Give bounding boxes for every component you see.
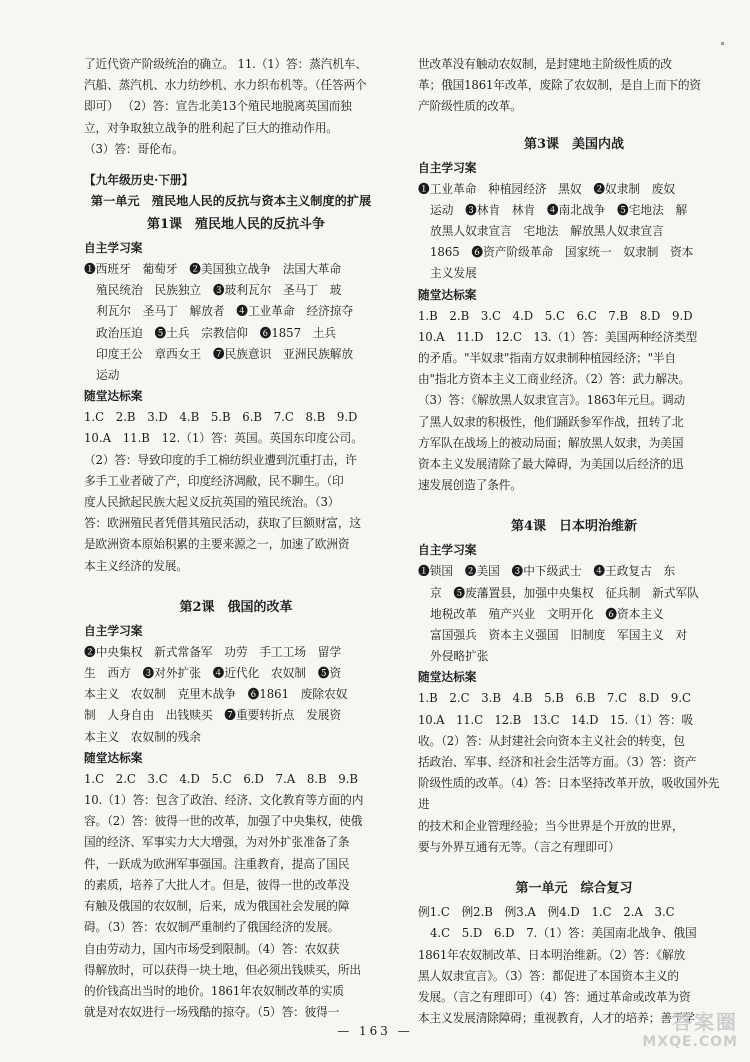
text-line: 10.A 11.B 12.（1）答：英国。英国东印度公司。 — [84, 431, 363, 446]
text-line: 10.A 11.C 12.B 13.C 14.D 15.（1）答：吸 — [418, 712, 694, 727]
text-line: （2）答：导致印度的手工棉纺织业遭到沉重打击，许 — [84, 452, 357, 467]
text-line: 容。（2）答：彼得一世的改革，加强了中央集权，使俄 — [84, 814, 363, 829]
section-title-classroom: 随堂达标案 — [418, 287, 477, 302]
text-line: （3）答：《解放黑人奴隶宣言》。1863年元旦。调动 — [418, 393, 686, 408]
lesson-2 — [84, 595, 388, 1023]
text-line: 印度王公 章西女王 ❼民族意识 亚洲民族解放 — [96, 346, 354, 361]
text-line: 京 ❺废藩置县，加强中央集权 征兵制 新式军队 — [430, 585, 699, 600]
text-line: 方军队在战场上的被动局面；解放黑人奴隶，为美国 — [418, 435, 684, 450]
text-line: ❷中央集权 新式常备军 功劳 手工工场 留学 — [84, 644, 342, 659]
text-line: 1.B 2.C 3.B 4.B 5.B 6.B 7.C 8.D 9.C — [418, 691, 692, 706]
section-title-self-study: 自主学习案 — [84, 623, 143, 638]
text-line: 的技术和企业管理经验；当今世界是个开放的世界， — [418, 818, 684, 833]
text-line: 富国强兵 资本主义强国 旧制度 军国主义 对 — [430, 628, 688, 643]
text-line: 本主义 农奴制的残余 — [84, 729, 201, 744]
text-line: 4.C 5.D 6.D 7.（1）答：美国南北战争、俄国 — [430, 926, 697, 941]
text-line: 自由劳动力，国内市场受到限制。（4）答：农奴获 — [84, 941, 340, 956]
corner-mark — [721, 42, 724, 45]
text-line: 速发展创造了条件。 — [418, 478, 522, 493]
text-line: 碍。（3）答：农奴制严重制约了俄国经济的发展。 — [84, 920, 340, 935]
text-line: 就是对农奴进行一场残酷的掠夺。（5）答：彼得一 — [84, 1005, 340, 1020]
text-line: 得解放时，可以获得一块土地，但必须出钱赎买，所出 — [84, 962, 361, 977]
text-line: 件，一跃成为欧洲军事强国。注重教育，提高了国民 — [84, 856, 350, 871]
text-line: 立，对争取独立战争的胜利起了巨大的推动作用。 — [84, 120, 338, 135]
text-line: 阶级性质的改革。（4）答：日本坚持改革开放，吸收国外先进 — [418, 776, 720, 812]
text-line: 10.（1）答：包含了政治、经济、文化教育等方面的内 — [84, 793, 364, 808]
section-title-self-study: 自主学习案 — [418, 160, 477, 175]
text-line: ❶锁国 ❷美国 ❸中下级武士 ❹王政复古 东 — [418, 564, 676, 579]
text-line: ❶西班牙 葡萄牙 ❷美国独立战争 法国大革命 — [84, 262, 342, 277]
lesson-3 — [418, 132, 730, 497]
right-column — [418, 54, 730, 1029]
text-line: 殖民统治 民族独立 ❸玻利瓦尔 圣马丁 玻 — [96, 283, 342, 298]
lesson-1 — [84, 212, 388, 577]
lesson-title: 第1课 殖民地人民的反抗斗争 — [146, 217, 326, 233]
section-title-self-study: 自主学习案 — [418, 543, 477, 558]
page-number: — 163 — — [337, 1024, 413, 1038]
text-line: 了黑人奴隶的积极性，他们踊跃参军作战，扭转了北 — [418, 414, 684, 429]
text-line: 例1.C 例2.B 例3.A 例4.D 1.C 2.A 3.C — [418, 905, 675, 920]
text-line: 即可） （2）答：宣告北美13个殖民地脱离英国而独 — [84, 99, 352, 114]
text-line: 收。（2）答：从封建社会向资本主义社会的转变，包 — [418, 733, 685, 748]
text-line: （3）答：哥伦布。 — [84, 141, 184, 156]
grade-heading: 【九年级历史·下册】 — [84, 173, 194, 188]
text-line: 主义发展 — [430, 266, 477, 281]
left-column — [84, 54, 388, 1023]
text-line: ❶工业革命 种植园经济 黑奴 ❷奴隶制 废奴 — [418, 181, 676, 196]
unit-heading: 第一单元 殖民地人民的反抗与资本主义制度的扩展 — [90, 194, 372, 209]
intro-block — [418, 54, 730, 118]
text-line: 1865 ❻资产阶级革命 国家统一 奴隶制 资本 — [430, 245, 694, 260]
text-line: 放黑人奴隶宣言 宅地法 解放黑人奴隶宣言 — [430, 224, 664, 239]
text-line: 地税改革 殖产兴业 文明开化 ❻资本主义 — [430, 606, 664, 621]
text-line: 运动 ❸林肯 林肯 ❹南北战争 ❺宅地法 解 — [430, 202, 688, 217]
lesson-title: 第3课 美国内战 — [523, 136, 625, 152]
text-line: 有触及俄国的农奴制，后来，成为俄国社会发展的障 — [84, 899, 350, 914]
text-line: 答：欧洲殖民者凭借其殖民活动，获取了巨额财富，这 — [84, 516, 361, 531]
text-line: 汽船、蒸汽机、水力纺纱机、水力织布机等。（任答两个 — [84, 78, 367, 93]
lesson-title: 第4课 日本明治维新 — [510, 519, 638, 535]
text-line: 革；俄国1861年改革，废除了农奴制，是自上而下的资 — [418, 78, 701, 93]
text-line: 括政治、军事、经济和社会生活等方面。（3）答：资产 — [418, 755, 697, 770]
text-line: 多手工业者破了产，印度经济凋敝，民不聊生。（印 — [84, 473, 344, 488]
lesson-4 — [418, 514, 730, 858]
text-line: 度人民掀起民族大起义反抗英国的殖民统治。（3） — [84, 495, 340, 510]
text-line: 本主义经济的发展。 — [84, 558, 188, 573]
watermark-url: MXQE.COM — [642, 1034, 738, 1050]
text-line: 是欧洲资本原始积累的主要来源之一，加速了欧洲资 — [84, 537, 350, 552]
text-line: 10.A 11.D 12.C 13.（1）答：美国两种经济类型 — [418, 329, 698, 344]
text-line: 的素质，培养了大批人才。但是，彼得一世的改革没 — [84, 877, 350, 892]
intro-block — [84, 54, 388, 160]
watermark-text: 答案圈 — [672, 1010, 738, 1034]
text-line: 国的经济、军事实力大大增强，为对外扩张准备了条 — [84, 835, 350, 850]
section-title-classroom: 随堂达标案 — [418, 670, 477, 685]
text-line: 制 人身自由 出钱赎买 ❼重要转折点 发展资 — [84, 708, 342, 723]
section-title-classroom: 随堂达标案 — [84, 750, 143, 765]
text-line: 本主义发展清除障碍；重视教育，人才的培养；善于学 — [418, 1011, 695, 1026]
text-line: 的矛盾。"半奴隶"指南方奴隶制种植园经济；"半自 — [418, 351, 676, 366]
text-line: 要与外界互通有无等。（言之有理即可） — [418, 839, 620, 854]
text-line: 发展。（言之有理即可）（4）答：通过革命或改革为资 — [418, 989, 691, 1004]
text-line: 1.C 2.C 3.C 4.D 5.C 6.D 7.A 8.B 9.B — [84, 771, 358, 786]
text-line: 利瓦尔 圣马丁 解放者 ❹工业革命 经济掠夺 — [96, 304, 354, 319]
text-line: 1.B 2.B 3.C 4.D 5.C 6.C 7.B 8.D 9.D — [418, 308, 693, 323]
text-line: 资本主义发展清除了最大障碍，为美国以后经济的迅 — [418, 457, 684, 472]
text-line: 黑人奴隶宣言》。（3）答：都促进了本国资本主义的 — [418, 968, 679, 983]
text-line: 运动 — [96, 368, 120, 383]
text-line: 了近代资产阶级统治的确立。 11.（1）答：蒸汽机车、 — [84, 57, 367, 71]
text-line: 政治压迫 ❺土兵 宗教信仰 ❻1857 土兵 — [96, 325, 337, 340]
section-title-classroom: 随堂达标案 — [84, 389, 143, 404]
review-title: 第一单元 综合复习 — [515, 881, 633, 897]
text-line: 产阶级性质的改革。 — [418, 99, 522, 114]
section-title-self-study: 自主学习案 — [84, 241, 143, 256]
text-line: 生 西方 ❸对外扩张 ❹近代化 农奴制 ❺资 — [84, 666, 342, 681]
text-line: 外侵略扩张 — [430, 649, 489, 664]
text-line: 1861年农奴制改革、日本明治维新。（2）答：《解放 — [418, 947, 686, 962]
text-line: 的价钱高出当时的地价。1861年农奴制改革的实质 — [84, 983, 344, 998]
text-line: 本主义 农奴制 克里木战争 ❻1861 废除农奴 — [84, 687, 348, 702]
text-line: 由"指北方资本主义工商业经济。（2）答：武力解决。 — [418, 372, 691, 387]
text-line: 1.C 2.B 3.D 4.B 5.B 6.B 7.C 8.B 9.D — [84, 410, 358, 425]
lesson-title: 第2课 俄国的改革 — [179, 599, 293, 615]
text-line: 世改革没有触动农奴制，是封建地主阶级性质的改 — [418, 57, 672, 71]
watermark-logo — [630, 1006, 742, 1052]
